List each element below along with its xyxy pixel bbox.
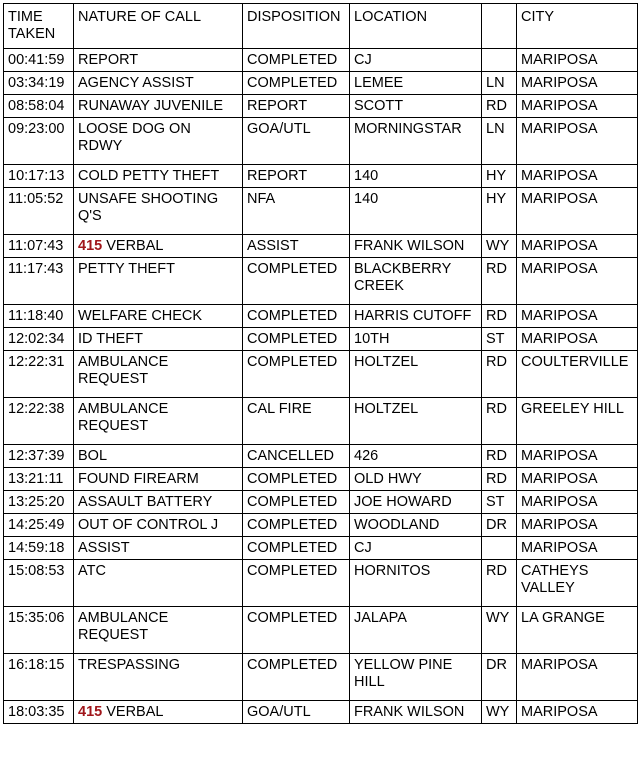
cell-nature xyxy=(74,235,243,258)
cell-disposition: COMPLETED xyxy=(243,468,350,491)
cell-disposition: CAL FIRE xyxy=(243,398,350,445)
cell-time: 08:58:04 xyxy=(4,95,74,118)
cell-nature: BOL xyxy=(74,445,243,468)
cell-suffix: HY xyxy=(482,188,517,235)
cell-city: MARIPOSA xyxy=(517,258,638,305)
cell-nature: ASSAULT BATTERY xyxy=(74,491,243,514)
call-log-table xyxy=(3,3,638,724)
table-row xyxy=(4,118,638,165)
cell-suffix: WY xyxy=(482,235,517,258)
cell-time: 00:41:59 xyxy=(4,49,74,72)
cell-nature xyxy=(74,701,243,724)
cell-nature: AMBULANCE REQUEST xyxy=(74,398,243,445)
cell-nature: ATC xyxy=(74,560,243,607)
cell-time: 11:18:40 xyxy=(4,305,74,328)
cell-suffix: WY xyxy=(482,701,517,724)
cell-nature: UNSAFE SHOOTING Q'S xyxy=(74,188,243,235)
cell-location: 140 xyxy=(350,188,482,235)
cell-suffix: LN xyxy=(482,118,517,165)
cell-nature: RUNAWAY JUVENILE xyxy=(74,95,243,118)
cell-disposition: COMPLETED xyxy=(243,328,350,351)
cell-disposition: COMPLETED xyxy=(243,491,350,514)
nature-text: VERBAL xyxy=(106,704,164,720)
cell-city: MARIPOSA xyxy=(517,235,638,258)
cell-time: 12:37:39 xyxy=(4,445,74,468)
cell-location: 10TH xyxy=(350,328,482,351)
cell-disposition: COMPLETED xyxy=(243,607,350,654)
cell-nature: FOUND FIREARM xyxy=(74,468,243,491)
cell-disposition: COMPLETED xyxy=(243,537,350,560)
cell-time: 03:34:19 xyxy=(4,72,74,95)
cell-suffix: RD xyxy=(482,468,517,491)
cell-location: HORNITOS xyxy=(350,560,482,607)
cell-city: MARIPOSA xyxy=(517,468,638,491)
cell-nature: COLD PETTY THEFT xyxy=(74,165,243,188)
cell-nature: TRESPASSING xyxy=(74,654,243,701)
cell-disposition: COMPLETED xyxy=(243,72,350,95)
cell-city: MARIPOSA xyxy=(517,654,638,701)
cell-suffix: DR xyxy=(482,514,517,537)
cell-suffix: RD xyxy=(482,445,517,468)
cell-disposition: GOA/UTL xyxy=(243,701,350,724)
table-row xyxy=(4,468,638,491)
cell-time: 16:18:15 xyxy=(4,654,74,701)
cell-time: 13:25:20 xyxy=(4,491,74,514)
cell-city: MARIPOSA xyxy=(517,118,638,165)
table-row xyxy=(4,351,638,398)
cell-city: MARIPOSA xyxy=(517,328,638,351)
cell-location: FRANK WILSON xyxy=(350,235,482,258)
cell-nature: OUT OF CONTROL J xyxy=(74,514,243,537)
table-row xyxy=(4,560,638,607)
table-row xyxy=(4,398,638,445)
cell-nature: PETTY THEFT xyxy=(74,258,243,305)
cell-city: MARIPOSA xyxy=(517,305,638,328)
cell-nature: REPORT xyxy=(74,49,243,72)
cell-disposition: GOA/UTL xyxy=(243,118,350,165)
cell-time: 09:23:00 xyxy=(4,118,74,165)
cell-location: 140 xyxy=(350,165,482,188)
table-row xyxy=(4,72,638,95)
cell-suffix: RD xyxy=(482,258,517,305)
cell-nature: AMBULANCE REQUEST xyxy=(74,351,243,398)
cell-city: CATHEYS VALLEY xyxy=(517,560,638,607)
cell-time: 15:35:06 xyxy=(4,607,74,654)
cell-disposition: COMPLETED xyxy=(243,258,350,305)
cell-city: MARIPOSA xyxy=(517,95,638,118)
cell-time: 12:02:34 xyxy=(4,328,74,351)
cell-time: 14:59:18 xyxy=(4,537,74,560)
table-row xyxy=(4,514,638,537)
cell-location: WOODLAND xyxy=(350,514,482,537)
cell-location: FRANK WILSON xyxy=(350,701,482,724)
cell-disposition: COMPLETED xyxy=(243,351,350,398)
cell-location: JOE HOWARD xyxy=(350,491,482,514)
cell-location: HOLTZEL xyxy=(350,351,482,398)
table-row xyxy=(4,701,638,724)
cell-time: 11:17:43 xyxy=(4,258,74,305)
header-suffix xyxy=(482,4,517,49)
table-row xyxy=(4,607,638,654)
cell-suffix: RD xyxy=(482,351,517,398)
cell-disposition: NFA xyxy=(243,188,350,235)
table-row xyxy=(4,654,638,701)
cell-time: 15:08:53 xyxy=(4,560,74,607)
cell-time: 13:21:11 xyxy=(4,468,74,491)
cell-time: 11:05:52 xyxy=(4,188,74,235)
cell-location: CJ xyxy=(350,49,482,72)
cell-suffix xyxy=(482,537,517,560)
cell-suffix: ST xyxy=(482,491,517,514)
nature-text: VERBAL xyxy=(106,238,164,254)
cell-disposition: COMPLETED xyxy=(243,305,350,328)
cell-disposition: COMPLETED xyxy=(243,560,350,607)
cell-disposition: COMPLETED xyxy=(243,654,350,701)
cell-suffix: RD xyxy=(482,305,517,328)
call-code: 415 xyxy=(78,238,103,254)
cell-disposition: CANCELLED xyxy=(243,445,350,468)
header-time: TIME TAKEN xyxy=(4,4,74,49)
cell-suffix: LN xyxy=(482,72,517,95)
call-log-body xyxy=(4,49,638,724)
table-row xyxy=(4,95,638,118)
cell-location: OLD HWY xyxy=(350,468,482,491)
cell-location: YELLOW PINE HILL xyxy=(350,654,482,701)
cell-nature: AGENCY ASSIST xyxy=(74,72,243,95)
header-nature: NATURE OF CALL xyxy=(74,4,243,49)
cell-city: GREELEY HILL xyxy=(517,398,638,445)
cell-location: SCOTT xyxy=(350,95,482,118)
cell-suffix xyxy=(482,49,517,72)
cell-time: 12:22:31 xyxy=(4,351,74,398)
cell-city: MARIPOSA xyxy=(517,537,638,560)
cell-location: 426 xyxy=(350,445,482,468)
table-row xyxy=(4,537,638,560)
cell-location: MORNINGSTAR xyxy=(350,118,482,165)
table-row xyxy=(4,491,638,514)
header-row xyxy=(4,4,638,49)
cell-location: CJ xyxy=(350,537,482,560)
cell-city: MARIPOSA xyxy=(517,49,638,72)
cell-city: LA GRANGE xyxy=(517,607,638,654)
cell-city: MARIPOSA xyxy=(517,165,638,188)
table-row xyxy=(4,188,638,235)
cell-disposition: REPORT xyxy=(243,95,350,118)
cell-nature: AMBULANCE REQUEST xyxy=(74,607,243,654)
table-row xyxy=(4,258,638,305)
table-row xyxy=(4,328,638,351)
cell-disposition: ASSIST xyxy=(243,235,350,258)
cell-suffix: DR xyxy=(482,654,517,701)
table-row xyxy=(4,165,638,188)
cell-suffix: RD xyxy=(482,95,517,118)
cell-suffix: WY xyxy=(482,607,517,654)
cell-location: BLACKBERRY CREEK xyxy=(350,258,482,305)
cell-time: 11:07:43 xyxy=(4,235,74,258)
cell-location: HARRIS CUTOFF xyxy=(350,305,482,328)
cell-city: MARIPOSA xyxy=(517,445,638,468)
cell-disposition: COMPLETED xyxy=(243,514,350,537)
cell-nature: ID THEFT xyxy=(74,328,243,351)
cell-time: 10:17:13 xyxy=(4,165,74,188)
cell-disposition: COMPLETED xyxy=(243,49,350,72)
cell-disposition: REPORT xyxy=(243,165,350,188)
cell-time: 14:25:49 xyxy=(4,514,74,537)
cell-nature: ASSIST xyxy=(74,537,243,560)
cell-city: MARIPOSA xyxy=(517,514,638,537)
cell-city: MARIPOSA xyxy=(517,701,638,724)
cell-city: COULTERVILLE xyxy=(517,351,638,398)
cell-time: 12:22:38 xyxy=(4,398,74,445)
header-disposition: DISPOSITION xyxy=(243,4,350,49)
table-row xyxy=(4,235,638,258)
table-row xyxy=(4,49,638,72)
header-city: CITY xyxy=(517,4,638,49)
cell-suffix: RD xyxy=(482,398,517,445)
cell-city: MARIPOSA xyxy=(517,72,638,95)
cell-time: 18:03:35 xyxy=(4,701,74,724)
cell-location: JALAPA xyxy=(350,607,482,654)
header-location: LOCATION xyxy=(350,4,482,49)
cell-suffix: HY xyxy=(482,165,517,188)
table-row xyxy=(4,445,638,468)
cell-suffix: RD xyxy=(482,560,517,607)
cell-location: HOLTZEL xyxy=(350,398,482,445)
cell-city: MARIPOSA xyxy=(517,491,638,514)
cell-city: MARIPOSA xyxy=(517,188,638,235)
call-code: 415 xyxy=(78,704,103,720)
cell-nature: WELFARE CHECK xyxy=(74,305,243,328)
table-row xyxy=(4,305,638,328)
cell-suffix: ST xyxy=(482,328,517,351)
cell-nature: LOOSE DOG ON RDWY xyxy=(74,118,243,165)
cell-location: LEMEE xyxy=(350,72,482,95)
